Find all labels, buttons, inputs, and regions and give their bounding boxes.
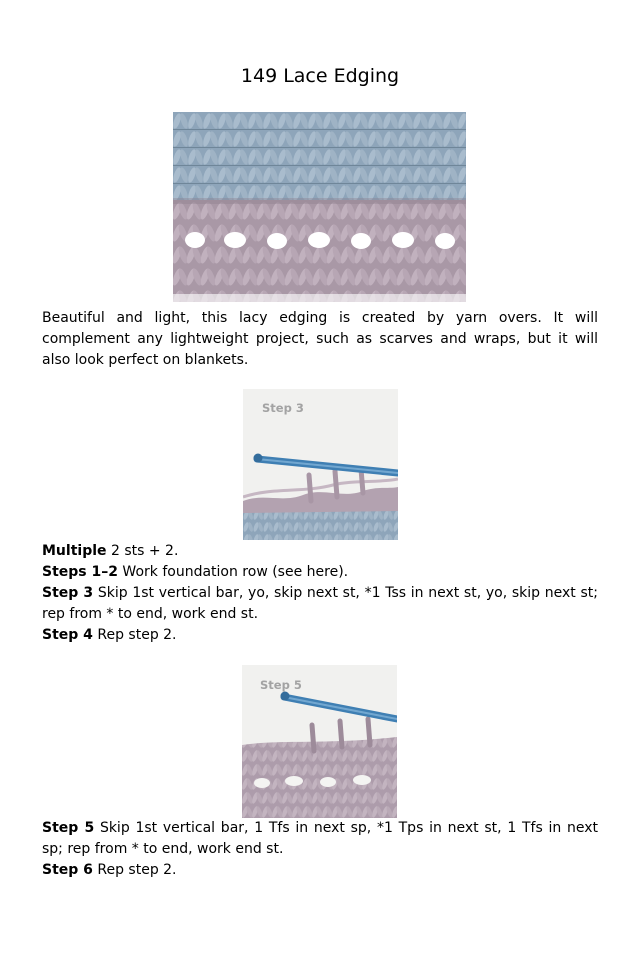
step-3-photo: [243, 389, 398, 540]
instruction-line: Step 6 Rep step 2.: [42, 862, 177, 878]
instructions-block-b: [42, 818, 598, 881]
instruction-line: Steps 1–2 Work foundation row (see here).: [42, 564, 349, 580]
page-title: 149 Lace Edging: [240, 65, 400, 87]
step-5-photo: [242, 665, 397, 818]
instruction-line: Step 3 Skip 1st vertical bar, yo, skip next st, *1 Tss in next st, yo, skip next st; rep from * to end, work end st.: [42, 585, 598, 622]
lace-edging-swatch-photo: [173, 112, 466, 302]
instruction-line: Step 5 Skip 1st vertical bar, 1 Tfs in next sp, *1 Tps in next st, 1 Tfs in next sp; rep from * to end, work end st.: [42, 820, 598, 857]
instruction-line: Multiple 2 sts + 2.: [42, 543, 179, 559]
intro-paragraph: Beautiful and light, this lacy edging is created by yarn overs. It will complement any lightweight project, such as scarves and wraps, but it will also look perfect on blankets.: [42, 310, 598, 368]
step-3-label: Step 3: [262, 401, 304, 415]
instructions-block-a: [42, 541, 598, 646]
instruction-line: Step 4 Rep step 2.: [42, 627, 177, 643]
step-5-label: Step 5: [260, 678, 302, 692]
